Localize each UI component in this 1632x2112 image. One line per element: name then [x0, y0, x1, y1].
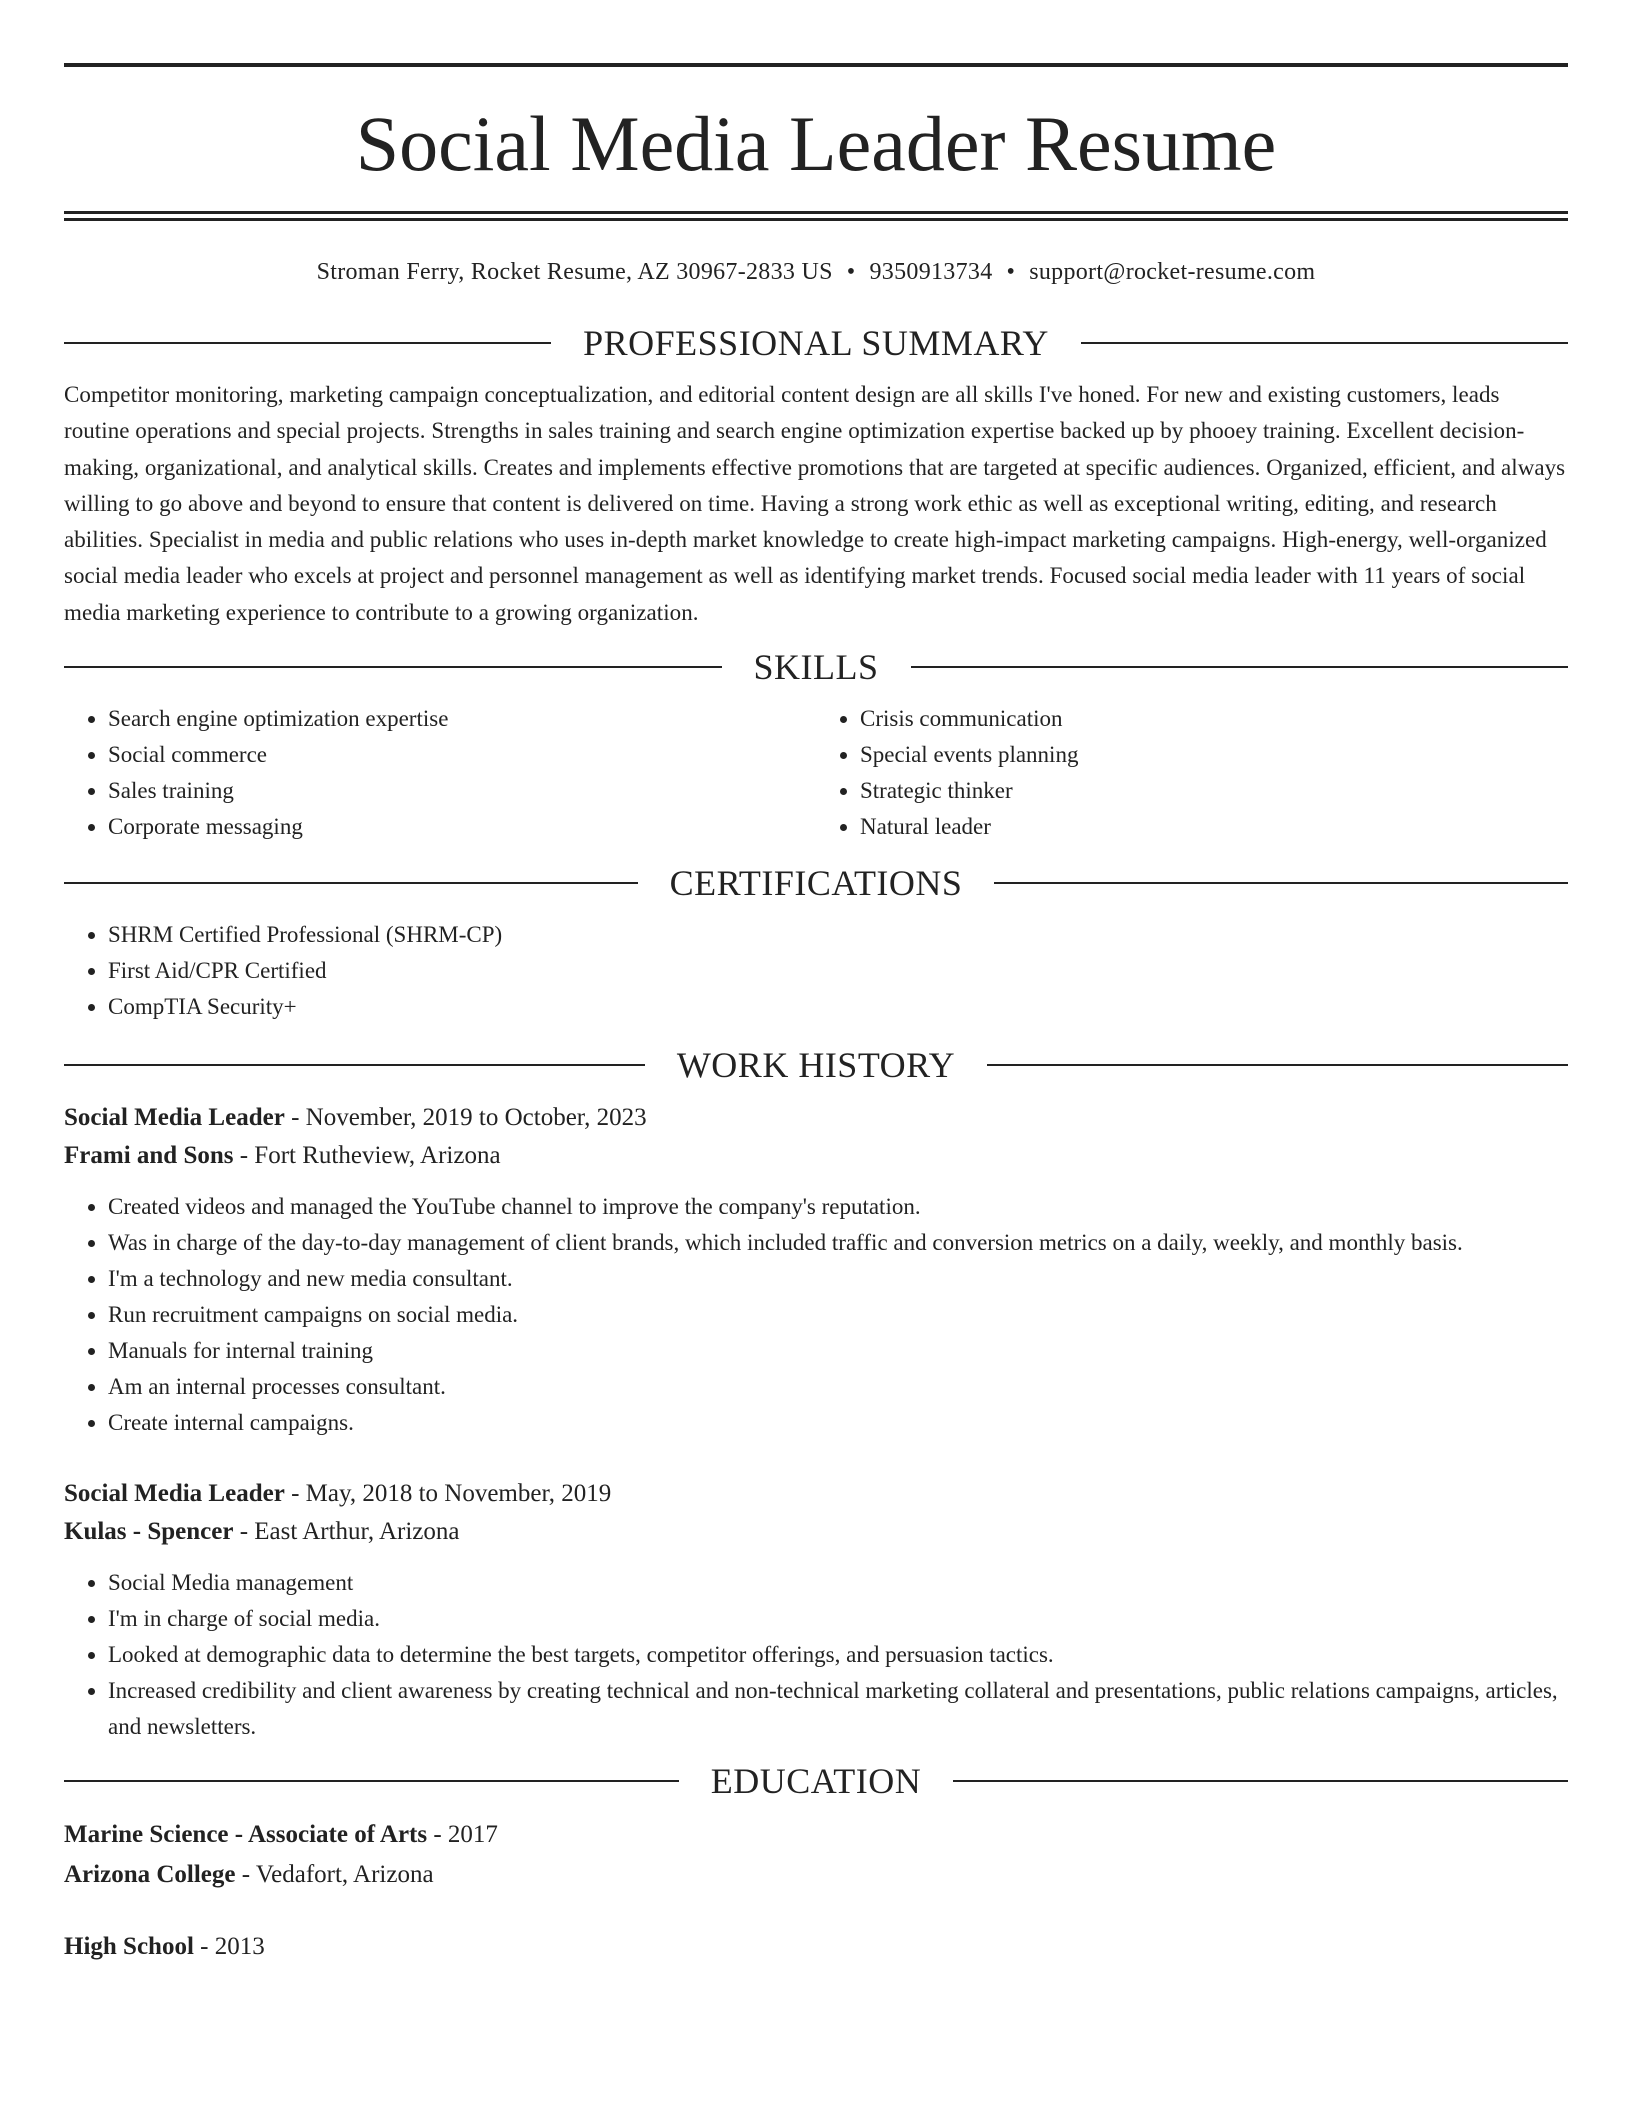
education-degree: High School — [64, 1933, 194, 1961]
skills-list-left — [64, 701, 816, 845]
education-school-line — [64, 1855, 1568, 1895]
heading-rule — [987, 1064, 1568, 1066]
job-bullet: • Manuals for internal training — [108, 1333, 1568, 1369]
job-bullet: • Was in charge of the day-to-day management of client brands, which included traffic and conversion metrics on a daily, weekly, and monthly basis. — [108, 1225, 1568, 1261]
skill-item: • Search engine optimization expertise — [108, 701, 816, 737]
section-title: WORK HISTORY — [676, 1045, 956, 1086]
job-title: Social Media Leader — [64, 1480, 285, 1508]
job-dates: - May, 2018 to November, 2019 — [284, 1480, 612, 1508]
job-bullet: • Am an internal processes consultant. — [108, 1369, 1568, 1405]
education-year: - 2013 — [193, 1933, 265, 1961]
contact-address: Stroman Ferry, Rocket Resume, AZ 30967-2833 US — [316, 259, 833, 285]
contact-email: support@rocket-resume.com — [1029, 259, 1316, 285]
job-title-line — [64, 1475, 1568, 1513]
job-dates: - November, 2019 to October, 2023 — [284, 1104, 647, 1132]
section-title: SKILLS — [753, 647, 879, 688]
section-title: EDUCATION — [710, 1761, 922, 1802]
section-heading-work-history — [64, 1043, 1568, 1087]
job-bullet: • Looked at demographic data to determine the best targets, competitor offerings, and persuasion tactics. — [108, 1637, 1568, 1673]
job-title-line — [64, 1099, 1568, 1137]
job-entry — [64, 1475, 1568, 1745]
section-heading-education — [64, 1759, 1568, 1803]
education-degree: Marine Science - Associate of Arts — [64, 1821, 428, 1849]
job-company: Frami and Sons — [64, 1142, 234, 1170]
heading-rule — [64, 882, 638, 884]
certification-item: • First Aid/CPR Certified — [108, 953, 1568, 989]
certification-item: • SHRM Certified Professional (SHRM-CP) — [108, 917, 1568, 953]
certifications-list — [64, 917, 1568, 1025]
section-heading-certifications — [64, 861, 1568, 905]
job-location: - East Arthur, Arizona — [233, 1518, 460, 1546]
job-bullet: • Create internal campaigns. — [108, 1405, 1568, 1441]
skill-item: • Natural leader — [860, 809, 1568, 845]
heading-rule — [994, 882, 1568, 884]
education-degree-line — [64, 1927, 1568, 1967]
job-bullet: • Increased credibility and client awareness by creating technical and non-technical marketing collateral and presentations, public relations campaigns, articles, and newsletters. — [108, 1673, 1568, 1745]
summary-text: Competitor monitoring, marketing campaign conceptualization, and editorial content design are all skills I've honed. For new and existing customers, leads routine operations and special projects. Strengths in sales training and search engine optimization expertise backed up by phooey training. Excellent decision-making, organizational, and analytical skills. Creates and implements effective promotions that are targeted at specific audiences. Organized, efficient, and always willing to go above and beyond to ensure that content is delivered on time. Having a strong work ethic as well as exceptional writing, editing, and research abilities. Specialist in media and public relations who uses in-depth market knowledge to create high-impact marketing campaigns. High-energy, well-organized social media leader who excels at project and personnel management as well as identifying market trends. Focused social media leader with 11 years of social media marketing experience to contribute to a growing organization. — [64, 382, 1566, 625]
contact-line — [64, 257, 1568, 287]
title-double-rule — [64, 211, 1568, 221]
job-bullet: • Run recruitment campaigns on social media. — [108, 1297, 1568, 1333]
section-heading-skills — [64, 645, 1568, 689]
heading-rule — [64, 342, 551, 344]
skills-grid — [64, 701, 1568, 845]
job-entry — [64, 1099, 1568, 1441]
heading-rule — [64, 1064, 645, 1066]
job-bullets — [64, 1189, 1568, 1441]
heading-rule — [64, 1780, 679, 1782]
resume-title: Social Media Leader Resume — [355, 100, 1277, 187]
heading-rule — [953, 1780, 1568, 1782]
contact-separator: • — [846, 259, 856, 285]
section-heading-summary — [64, 321, 1568, 365]
contact-separator: • — [1006, 259, 1016, 285]
heading-rule — [64, 666, 722, 668]
skill-item: • Crisis communication — [860, 701, 1568, 737]
top-rule — [64, 63, 1568, 67]
job-bullet: • I'm in charge of social media. — [108, 1601, 1568, 1637]
job-company-line — [64, 1137, 1568, 1175]
section-title: CERTIFICATIONS — [669, 863, 963, 904]
job-company-line — [64, 1513, 1568, 1551]
skill-item: • Strategic thinker — [860, 773, 1568, 809]
skills-list-right — [816, 701, 1568, 845]
education-entry — [64, 1815, 1568, 1895]
skill-item: • Corporate messaging — [108, 809, 816, 845]
job-bullet: • Created videos and managed the YouTube channel to improve the company's reputation. — [108, 1189, 1568, 1225]
section-title: PROFESSIONAL SUMMARY — [583, 323, 1049, 363]
job-bullet: • I'm a technology and new media consultant. — [108, 1261, 1568, 1297]
heading-rule — [911, 666, 1569, 668]
job-company: Kulas - Spencer — [64, 1518, 234, 1546]
certification-item: • CompTIA Security+ — [108, 989, 1568, 1025]
job-bullet: • Social Media management — [108, 1565, 1568, 1601]
skill-item: • Special events planning — [860, 737, 1568, 773]
resume-page — [64, 0, 1568, 1967]
education-year: - 2017 — [427, 1821, 498, 1849]
job-title: Social Media Leader — [64, 1104, 285, 1132]
job-bullets — [64, 1565, 1568, 1745]
education-school: Arizona College — [64, 1861, 236, 1889]
education-degree-line — [64, 1815, 1568, 1855]
skill-item: • Sales training — [108, 773, 816, 809]
skill-item: • Social commerce — [108, 737, 816, 773]
heading-rule — [1081, 342, 1568, 344]
education-entry — [64, 1927, 1568, 1967]
contact-phone: 9350913734 — [869, 259, 993, 285]
education-location: - Vedafort, Arizona — [235, 1861, 434, 1889]
job-location: - Fort Rutheview, Arizona — [233, 1142, 501, 1170]
